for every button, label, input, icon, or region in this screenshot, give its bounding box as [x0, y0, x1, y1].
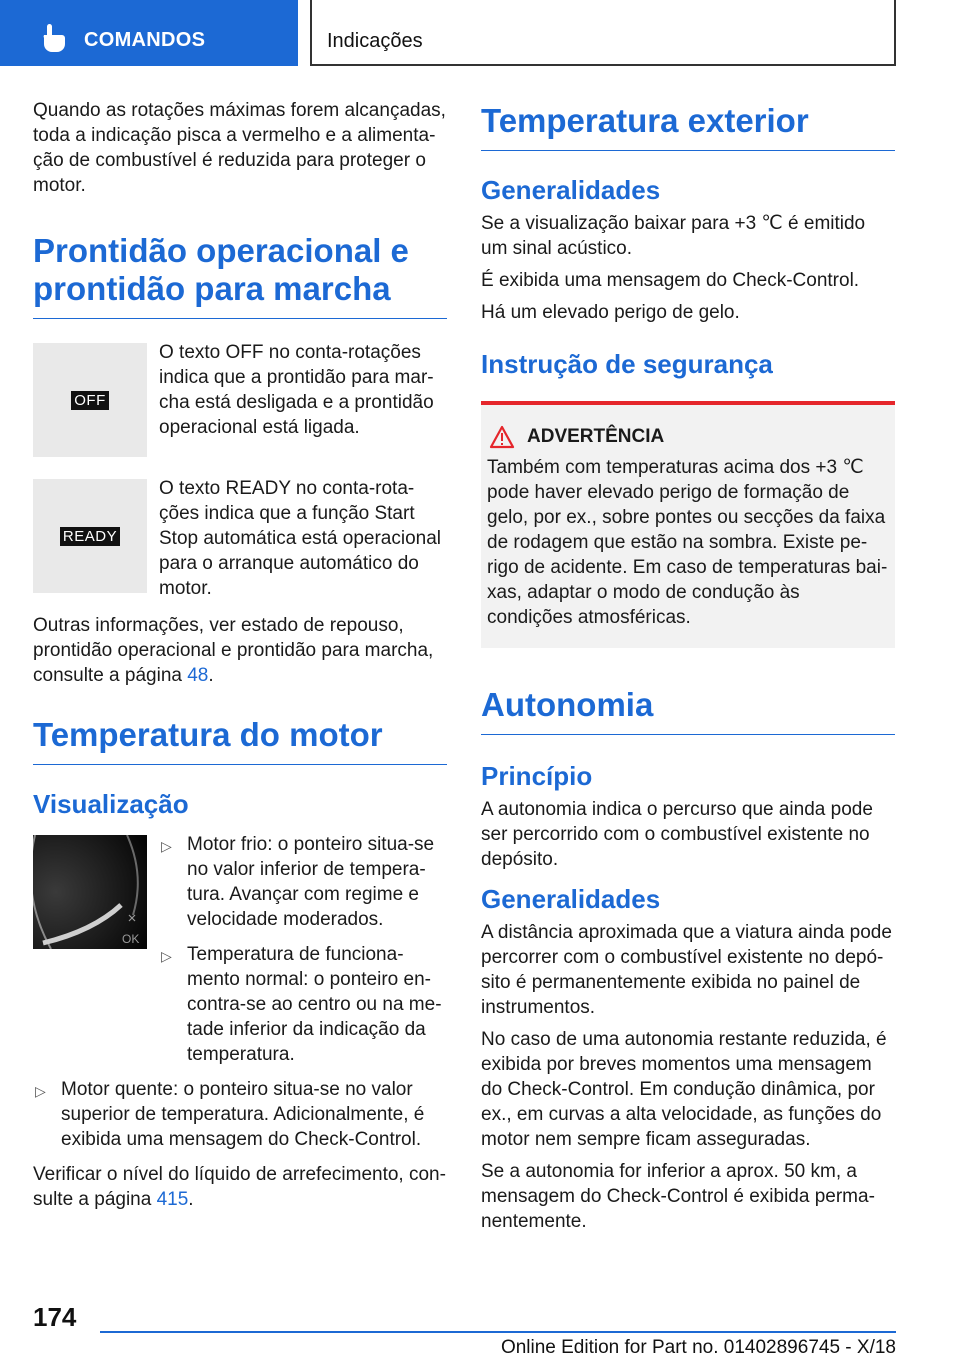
triangle-bullet-icon: ▷ — [35, 1083, 46, 1099]
gen1-paragraph-3: Há um elevado perigo de gelo. — [481, 302, 740, 323]
gen1-paragraph-1: Se a visualização baixar para +3 ℃ é emitido um sinal acústico. — [481, 213, 866, 259]
ready-description: O texto READY no conta-rota-ções indica que a função Start Stop automática está operacional para o arranque automático do motor. — [159, 478, 442, 599]
off-description: O texto OFF no conta-rotações indica que a prontidão para mar-cha está desligada e a prontidão operacional está ligada. — [159, 342, 434, 438]
left-column — [33, 98, 447, 1212]
bullet-text-2: Temperatura de funciona-mento normal: o ponteiro en-contra-se ao centro ou na me-tade inferior da indicação da temperatura. — [187, 944, 442, 1065]
verificar-paragraph — [33, 1162, 447, 1212]
outras-text: Outras informações, ver estado de repouso, prontidão operacional e prontidão para marcha, consulte a página — [33, 615, 434, 686]
warning-text: Também com temperaturas acima dos +3 ℃ pode haver elevado perigo de formação de gelo, por ex., sobre pontes ou secções da faixa de rodagem que estão na sombra. Existe pe-rigo de acidente. Em caso de temperaturas bai-xas, adaptar o modo de condução às condições atmosféricas. — [487, 457, 888, 628]
heading-temperatura-motor: Temperatura do motor — [33, 716, 447, 765]
hot-engine-list — [33, 1077, 447, 1152]
outras-suffix: . — [208, 665, 214, 686]
heading-prontidao: Prontidão operacional e prontidão para marcha — [33, 232, 447, 319]
intro-paragraph: Quando as rotações máximas forem alcançadas, toda a indicação pisca a vermelho e a alimenta-ção de combustível é reduzida para proteger o motor. — [33, 100, 446, 196]
outras-paragraph — [33, 613, 447, 688]
list-item — [159, 832, 447, 932]
gauge-row — [33, 835, 447, 1067]
heading-temperatura-exterior: Temperatura exterior — [481, 102, 895, 151]
header-chapter-label: COMANDOS — [84, 29, 206, 51]
page-link-48[interactable]: 48 — [187, 665, 209, 686]
warning-box — [481, 401, 895, 648]
warning-triangle-icon — [489, 425, 515, 449]
page-number: 174 — [33, 1302, 77, 1332]
footer-edition-text: Online Edition for Part no. 01402896745 - X/18 — [500, 1337, 896, 1358]
ready-indicator-image — [33, 479, 147, 593]
page-link-415[interactable]: 415 — [156, 1189, 189, 1210]
footer-divider — [100, 1331, 896, 1333]
gen1-paragraph-2: É exibida uma mensagem do Check-Control. — [481, 270, 860, 291]
verificar-text: Verificar o nível do líquido de arrefecimento, con-sulte a página — [33, 1164, 446, 1210]
heading-principio: Princípio — [481, 761, 593, 791]
header-section-label: Indicações — [327, 30, 423, 52]
list-item — [33, 1077, 447, 1152]
heading-generalidades-2: Generalidades — [481, 884, 661, 914]
warning-title-row — [487, 425, 889, 449]
off-row — [33, 343, 447, 457]
list-item — [159, 942, 447, 1067]
gauge-bullet-list — [159, 832, 447, 1067]
ready-row — [33, 479, 447, 601]
heading-generalidades-1: Generalidades — [481, 175, 661, 205]
triangle-bullet-icon: ▷ — [161, 838, 172, 854]
temperature-gauge-image — [33, 835, 147, 949]
gen2-paragraph-1: A distância aproximada que a viatura ainda pode percorrer com o combustível existente no depó-sito é permanentemente exibida no painel de instrumentos. — [481, 922, 892, 1018]
header-section — [310, 0, 896, 66]
gen2-paragraph-3: Se a autonomia for inferior a aprox. 50 km, a mensagem do Check-Control é exibida perma-nentemente. — [481, 1161, 875, 1232]
ready-badge: READY — [60, 527, 120, 546]
off-indicator-image — [33, 343, 147, 457]
right-column — [481, 98, 895, 1234]
gauge-arc-icon — [33, 835, 147, 949]
heading-instrucao-seguranca: Instrução de segurança — [481, 349, 773, 379]
off-badge: OFF — [71, 391, 109, 410]
gauge-ok-label: OK — [122, 932, 140, 946]
principio-paragraph: A autonomia indica o percurso que ainda pode ser percorrido com o combustível existente no depósito. — [481, 799, 873, 870]
triangle-bullet-icon: ▷ — [161, 948, 172, 964]
heading-visualizacao: Visualização — [33, 789, 189, 819]
bullet-text-3: Motor quente: o ponteiro situa-se no valor superior de temperatura. Adicionalmente, é exibida uma mensagem do Check-Control. — [61, 1079, 425, 1150]
hand-pointer-icon — [40, 24, 66, 52]
gen2-paragraph-2: No caso de uma autonomia restante reduzida, é exibida por breves momentos uma mensagem do Check-Control. Em condução dinâmica, por ex., em curvas a alta velocidade, as funções do motor nem sempre ficam asseguradas. — [481, 1029, 887, 1150]
header-chapter-tab[interactable] — [0, 0, 298, 66]
heading-autonomia: Autonomia — [481, 686, 895, 735]
warning-title: ADVERTÊNCIA — [527, 426, 665, 447]
verificar-suffix: . — [188, 1189, 194, 1210]
bullet-text-1: Motor frio: o ponteiro situa-se no valor inferior de tempera-tura. Avançar com regime e velocidade moderados. — [187, 834, 435, 930]
